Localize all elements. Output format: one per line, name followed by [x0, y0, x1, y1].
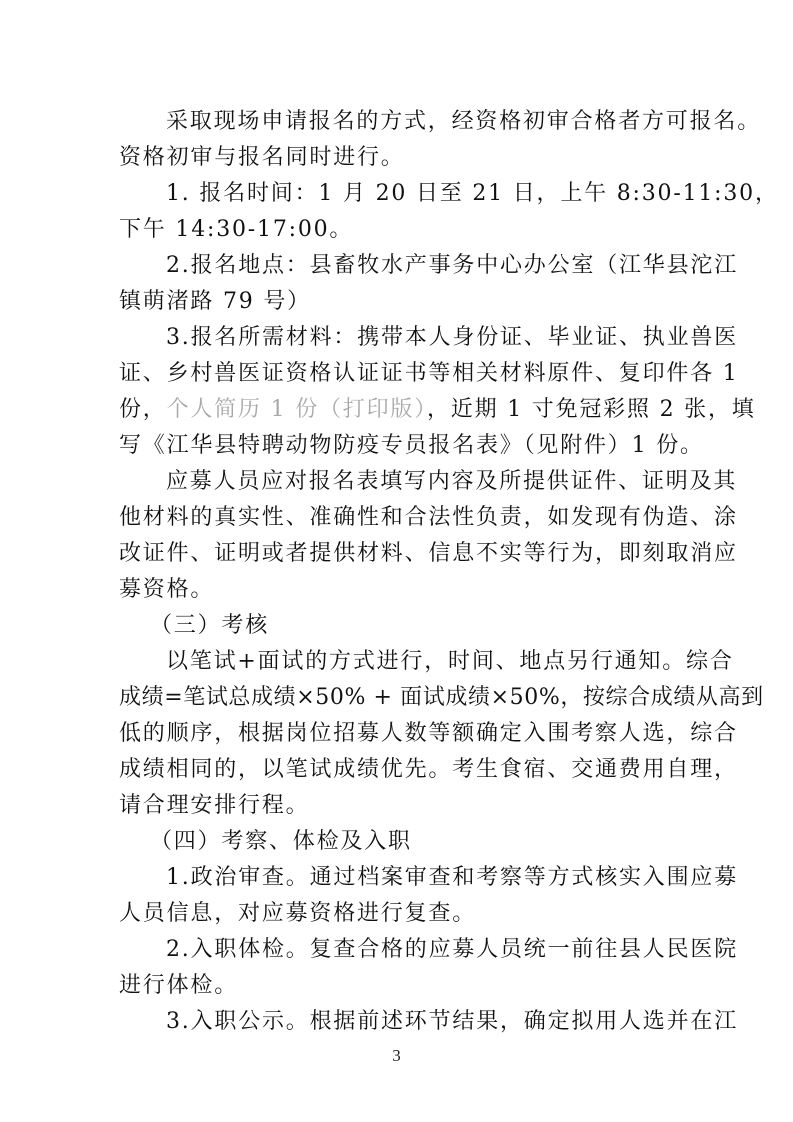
text-line: 3.入职公示。根据前述环节结果，确定拟用人选并在江 [166, 1009, 738, 1034]
text-line: 成绩相同的，以笔试成绩优先。考生食宿、交通费用自理， [119, 757, 738, 782]
text-line: 以笔试+面试的方式进行，时间、地点另行通知。综合 [166, 649, 734, 674]
text-line: 人员信息，对应募资格进行复查。 [119, 901, 477, 926]
text-line: 募资格。 [119, 577, 215, 602]
text-line: 3.报名所需材料：携带本人身份证、毕业证、执业兽医 [166, 325, 738, 350]
text-line: 改证件、证明或者提供材料、信息不实等行为，即刻取消应 [119, 541, 738, 566]
text-segment: 份， [119, 397, 167, 422]
text-line: 2.入职体检。复查合格的应募人员统一前往县人民医院 [166, 937, 738, 962]
text-line: 应募人员应对报名表填写内容及所提供证件、证明及其 [166, 469, 738, 494]
text-line: 采取现场申请报名的方式，经资格初审合格者方可报名。 [166, 109, 762, 134]
text-line [119, 392, 756, 428]
section-heading: （三）考核 [150, 613, 270, 638]
text-segment: ，近期 1 寸免冠彩照 2 张，填 [427, 397, 756, 422]
text-line: 镇萌渚路 79 号） [119, 289, 311, 314]
text-line: 1. 报名时间：1 月 20 日至 21 日，上午 8:30-11:30， [166, 181, 779, 206]
text-line: 成绩=笔试总成绩×50% + 面试成绩×50%，按综合成绩从高到 [119, 685, 764, 710]
page-number: 3 [392, 1046, 401, 1065]
text-line: 他材料的真实性、准确性和合法性负责，如发现有伪造、涂 [119, 505, 738, 530]
text-line: 2.报名地点：县畜牧水产事务中心办公室（江华县沱江 [166, 253, 738, 278]
text-line: 资格初审与报名同时进行。 [119, 145, 405, 170]
text-line: 请合理安排行程。 [119, 793, 310, 818]
text-line: 证、乡村兽医证资格认证证书等相关材料原件、复印件各 1 [119, 361, 739, 386]
text-line: 低的顺序，根据岗位招募人数等额确定入围考察人选，综合 [119, 721, 738, 746]
text-line: 下午 14:30-17:00。 [119, 217, 354, 242]
text-line: 进行体检。 [119, 973, 239, 998]
text-line: 写《江华县特聘动物防疫专员报名表》（见附件）1 份。 [119, 433, 704, 458]
section-heading: （四）考察、体检及入职 [150, 829, 412, 854]
highlighted-text: 个人简历 1 份（打印版） [166, 397, 427, 422]
text-line: 1.政治审查。通过档案审查和考察等方式核实入围应募 [166, 865, 738, 890]
